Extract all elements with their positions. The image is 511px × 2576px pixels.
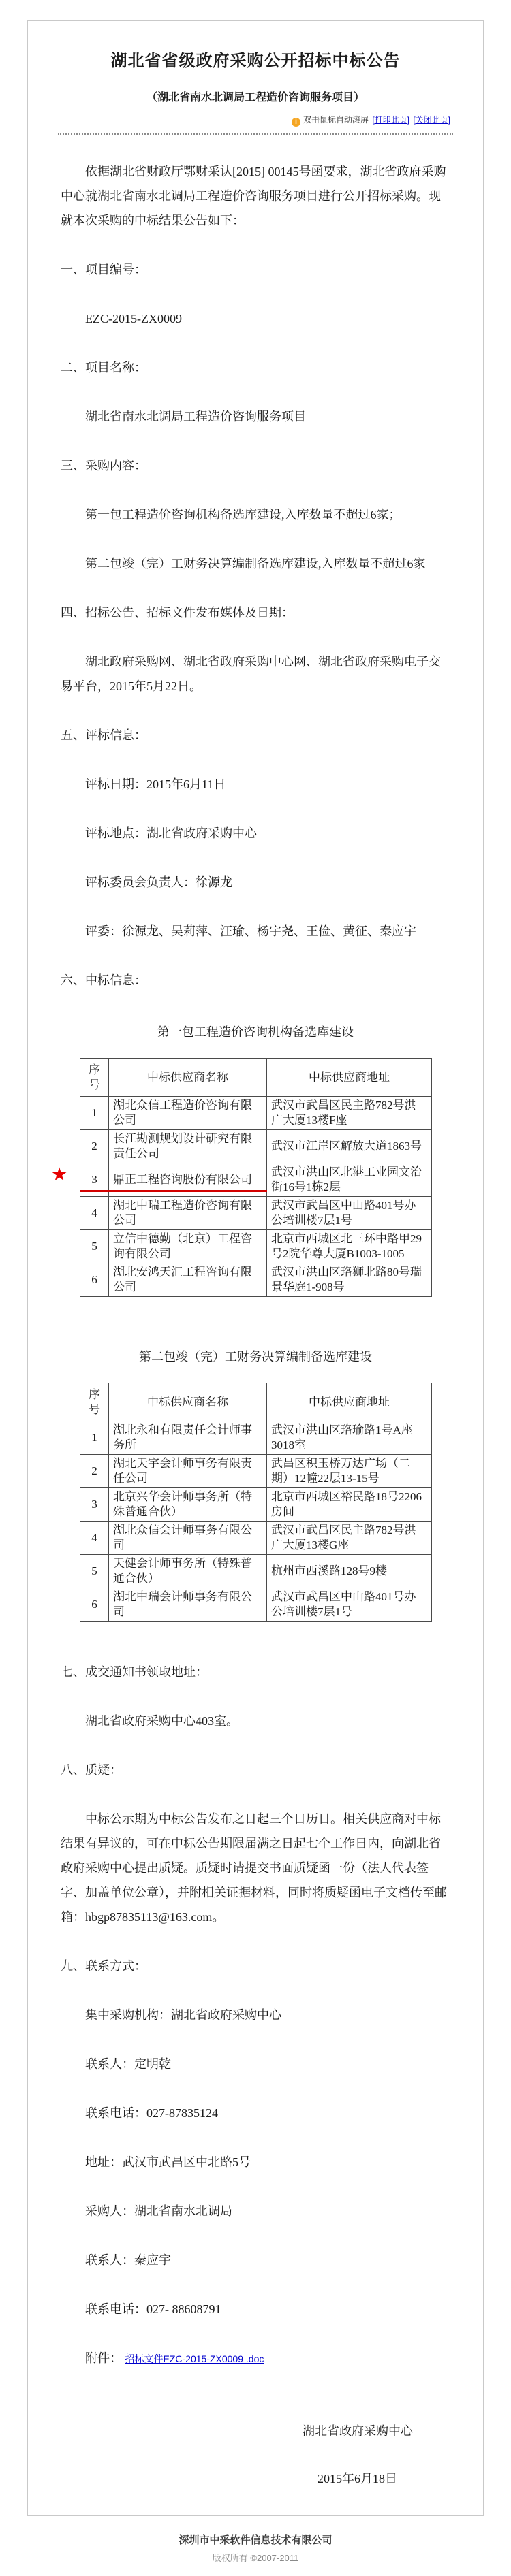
signoff-block [61,2419,450,2491]
attachment-label: 附件： [85,2351,122,2365]
publish-media-date: 湖北政府采购网、湖北省政府采购中心网、湖北省政府采购电子交易平台，2015年5月22日。 [61,655,441,693]
table1-caption: 第一包工程造价咨询机构备选库建设 [157,1025,354,1039]
package2-content: 第二包竣（完）工财务决算编制备选库建设,入库数量不超过6家 [85,557,426,570]
col-header-name: 中标供应商名称 [109,1059,267,1097]
table-row: 6 湖北中瑞会计师事务有限公司 武汉市武昌区中山路401号办公培训楼7层1号 [80,1588,432,1622]
contact-address: 地址：武汉市武昌区中北路5号 [85,2155,251,2169]
table-row: 3 北京兴华会计师事务所（特殊普通合伙） 北京市西城区裕民路18号2206房间 [80,1488,432,1522]
table2-caption: 第二包竣（完）工财务决算编制备选库建设 [139,1350,372,1364]
section7-heading: 七、成交通知书领取地址： [61,1665,208,1679]
signoff-org: 湖北省政府采购中心 [303,2424,413,2438]
evaluation-date: 评标日期：2015年6月11日 [85,777,226,791]
page-toolbar [61,114,450,127]
contact-phone-2: 联系电话：027- 88608791 [85,2302,221,2316]
col-header-addr: 中标供应商地址 [267,1059,432,1097]
central-purchase-org: 集中采购机构：湖北省政府采购中心 [85,2008,281,2022]
buyer-org: 采购人：湖北省南水北调局 [85,2204,232,2218]
site-footer [0,2532,511,2564]
table-row: 5 立信中德勤（北京）工程咨询有限公司 北京市西城区北三环中路甲29号2院华尊大厦B1003-1005 [80,1230,432,1263]
announcement-body [51,159,450,2491]
contact-person-2: 联系人：秦应宇 [85,2253,171,2267]
contact-phone-1: 联系电话：027-87835124 [85,2106,218,2120]
page-title: 湖北省省级政府采购公开招标中标公告 [110,52,401,70]
table-row: 1 湖北永和有限责任会计师事务所 武汉市洪山区珞瑜路1号A座3018室 [80,1421,432,1455]
dotted-divider [58,133,453,135]
info-circle-icon: i [292,118,300,127]
col-header-name: 中标供应商名称 [109,1383,267,1421]
section9-heading: 九、联系方式： [61,1959,146,1973]
section6-heading: 六、中标信息： [61,973,146,987]
table-row: 5 天健会计师事务所（特殊普通合伙） 杭州市西溪路128号9楼 [80,1555,432,1588]
close-page-link[interactable]: [关闭此页] [413,115,450,125]
table2-wrapper [80,1383,431,1622]
table-header-row [80,1059,432,1097]
col-header-addr: 中标供应商地址 [267,1383,432,1421]
table1-wrapper [51,1058,431,1297]
table-row: 4 湖北中瑞工程造价咨询有限公司 武汉市武昌区中山路401号办公培训楼7层1号 [80,1197,432,1230]
evaluation-chief: 评标委员会负责人：徐源龙 [85,875,232,889]
table-row: 1 湖北众信工程造价咨询有限公司 武汉市武昌区民主路782号洪广大厦13楼F座 [80,1097,432,1130]
winners-table-package1 [80,1058,432,1297]
print-page-link[interactable]: [打印此页] [372,115,409,125]
page-subtitle: （湖北省南水北调局工程造价咨询服务项目） [146,92,365,103]
attachment-doc-link[interactable]: 招标文件EZC-2015-ZX0009 .doc [125,2353,264,2364]
announcement-document [27,20,484,2516]
autoscroll-hint: 双击鼠标自动滚屏 [303,115,369,125]
table-header-row [80,1383,432,1421]
attachment-line [61,2346,450,2371]
section4-heading: 四、招标公告、招标文件发布媒体及日期： [61,606,294,619]
project-number: EZC-2015-ZX0009 [85,312,182,325]
objection-paragraph: 中标公示期为中标公告发布之日起三个日历日。相关供应商对中标结果有异议的，可在中标公告期限届满之日起七个工作日内，向湖北省政府采购中心提出质疑。质疑时请提交书面质疑函一份（法人代表签字、加盖单位公章），并附相关证据材料，同时将质疑函电子文档传至邮箱：hbgp87835113@163.com。 [61,1812,447,1924]
package1-content: 第一包工程造价咨询机构备选库建设,入库数量不超过6家； [85,508,401,521]
col-header-no: 序号 [80,1059,109,1097]
table-row: 6 湖北安鸿天汇工程咨询有限公司 武汉市洪山区珞狮北路80号瑞景华庭1-908号 [80,1263,432,1297]
footer-company: 深圳市中采软件信息技术有限公司 [179,2534,332,2546]
footer-copyright: 版权所有 ©2007-2011 [212,2553,299,2563]
notice-pickup-address: 湖北省政府采购中心403室。 [85,1714,238,1728]
table-row: 2 长江勘测规划设计研究有限责任公司 武汉市江岸区解放大道1863号 [80,1130,432,1163]
intro-paragraph: 依据湖北省财政厅鄂财采认[2015] 00145号函要求，湖北省政府采购中心就湖北省南水北调局工程造价咨询服务项目进行公开招标采购。现就本次采购的中标结果公告如下： [61,165,446,227]
evaluation-committee: 评委：徐源龙、吴莉萍、汪瑜、杨宇尧、王俭、黄征、秦应宇 [85,924,416,938]
col-header-no: 序号 [80,1383,109,1421]
red-star-marker: ★ [51,1164,68,1185]
table-row: 2 湖北天宇会计师事务有限责任公司 武昌区积玉桥万达广场（二期）12幢22层13-15号 [80,1455,432,1488]
section3-heading: 三、采购内容： [61,459,146,472]
section5-heading: 五、评标信息： [61,728,146,742]
red-underline-marker [80,1190,267,1192]
project-name: 湖北省南水北调局工程造价咨询服务项目 [85,410,306,423]
table-row: 4 湖北众信会计师事务有限公司 武汉市武昌区民主路782号洪广大厦13楼G座 [80,1522,432,1555]
signoff-date: 2015年6月18日 [318,2472,397,2485]
table-row-highlighted: 3 鼎正工程咨询股份有限公司 武汉市洪山区北港工业园文治街16号1栋2层 [80,1163,432,1197]
evaluation-place: 评标地点：湖北省政府采购中心 [85,826,257,840]
winners-table-package2 [80,1383,432,1622]
section1-heading: 一、项目编号： [61,263,146,276]
section8-heading: 八、质疑： [61,1763,122,1777]
section2-heading: 二、项目名称： [61,361,146,374]
contact-person-1: 联系人：定明乾 [85,2057,171,2071]
